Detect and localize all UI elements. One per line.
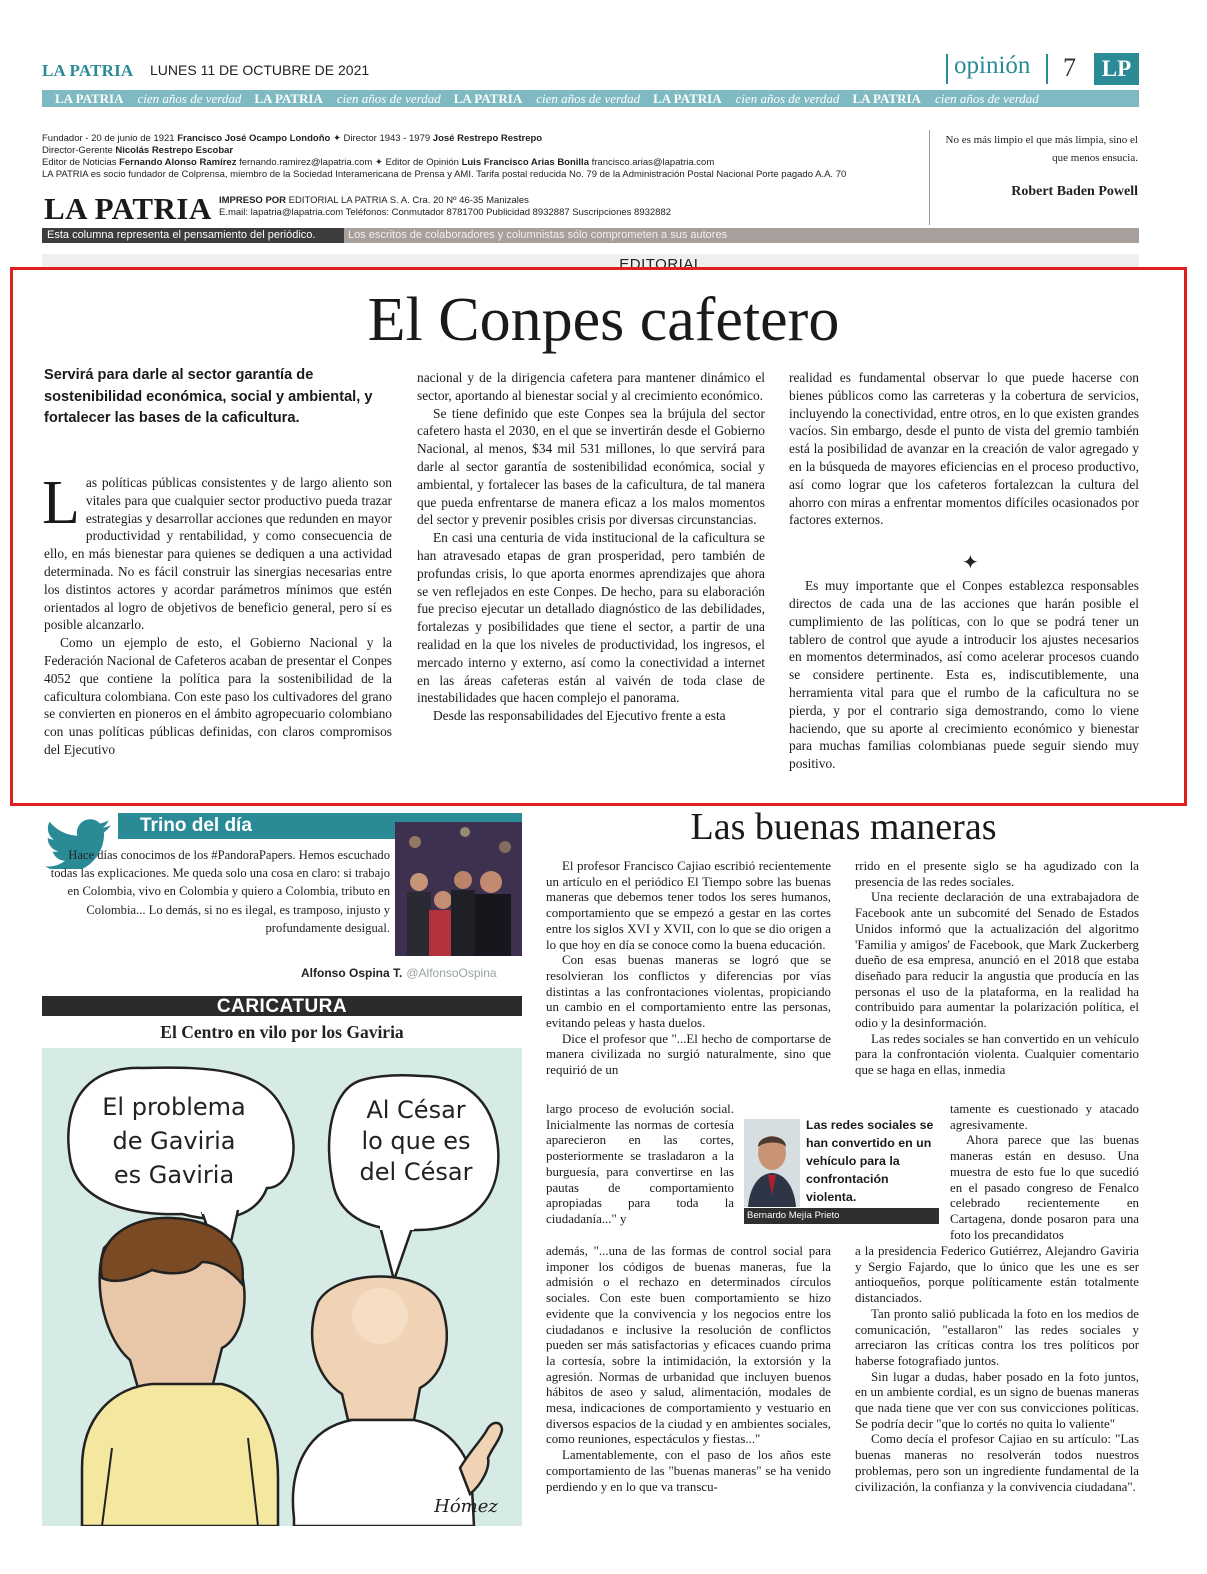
column-paragraph: Como decía el profesor Cajiao en su artículo: "Las buenas maneras no resolverán todos nuestros problemas, pero son un ingrediente fundamental de la civilización, la confianza y la convivencia ciudadana".	[855, 1432, 1139, 1494]
issue-date: LUNES 11 DE OCTUBRE DE 2021	[150, 62, 370, 78]
band-motto: cien años de verdad	[336, 91, 441, 106]
column-paragraph: Sin lugar a dudas, haber posado en la foto juntos, en un ambiente cordial, es un signo de buenas maneras que nada tiene que ver con sus convicciones políticas. Se podría decir "que lo cortés no quita lo valiente"	[855, 1369, 1139, 1431]
editorial-paragraph: En casi una centuria de vida institucional de la caficultura se han atravesado etapas de gran prosperidad, pero también de profundas crisis, lo que aporta enormes aprendizajes que ahora se ven reflejados en este Conpes. De hecho, para su elaboración fue preciso ejecutar un detallado diagnóstico de las debilidades, fortalezas y posibilidades que tiene el sector, a partir de una realidad en la que los niveles de productividad, los ingresos, el mercado interno y externo, así como la conectividad a internet en las áreas cafeteras están al vaivén de toda clase de inestabilidades que hacen complejo el panorama.	[417, 530, 765, 706]
band-name: LA PATRIA	[254, 91, 323, 106]
masthead-contact: E.mail: lapatria@lapatria.com Teléfonos: Conmutador 8781700 Publicidad 8932887 Suscripciones 8932882	[219, 207, 672, 218]
editorial-paragraph: realidad es fundamental observar lo que puede hacerse con bienes públicos como las carreteras y la cobertura de servicios, incluyendo la conectividad, entre otros, en lo que existen grandes vacíos. Sin embargo, desde el punto de vista del gremio también está la posibilidad de avanzar en la creación de valor agregado y en la búsqueda de mayores eficiencias en el proceso productivo, así como lograr que los cafeteros fortalezcan la cultura del ahorro con miras a enfrentar momentos difíciles ocasionados por factores externos.	[789, 370, 1139, 528]
band-motto: cien años de verdad	[536, 91, 641, 106]
brand-name: LA PATRIA	[42, 61, 134, 80]
trino-handle: @AlfonsoOspina	[406, 966, 497, 980]
quote-text: No es más limpio el que más limpia, sino el que menos ensucia.	[945, 134, 1138, 164]
highlight-frame	[10, 267, 1187, 806]
section-label	[946, 52, 1030, 84]
bubble-left-line-3: es Gaviria	[113, 1161, 235, 1189]
lp-logo: LP	[1094, 53, 1139, 85]
editorial-deck: Servirá para darle al sector garantía de sostenibilidad económica, social y ambiental, y fortalecer las bases de la caficultura.	[44, 367, 373, 426]
column-paragraph: Ahora parece que las buenas maneras están en desuso. Una muestra de esto fue lo que sucedió en el pasado congreso de Fenalco celebrado recientemente en Cartagena, donde posaron para una foto los precandidatos	[950, 1133, 1139, 1242]
trino-title: Trino del día	[140, 815, 252, 836]
column-body-1-narrow	[546, 1102, 734, 1228]
band-name: LA PATRIA	[852, 91, 921, 106]
editorial-paragraph: Como un ejemplo de esto, el Gobierno Nacional y la Federación Nacional de Cafeteros acaban de presentar el Conpes 4052 que contiene la política para la sostenibilidad de la caficultura colombiana. Con este paso los cultivadores del grano se convierten en pioneros en el ámbito agropecuario colombiano con unas políticas públicas definidas, con claros compromisos del Ejecutivo	[44, 635, 392, 757]
column-paragraph: además, "...una de las formas de control social para imponer los códigos de buenas maneras, fue la admisión o el rechazo en determinados círculos sociales. Con este buen comportamiento se hizo evidente que la convivencia y los negocios entre los ciudadanos e inclusive la resolución de conflictos pueden ser más satisfactorias y eficaces cuando prima la cortesía, sobre la intimidación, la extorsión y la agresión. Normas de urbanidad que incluyen buenos hábitos de aseo y salud, alimentación, modales de mesa, indicaciones de comportamiento y vestuario en diversos espacios de la ciudad y en ambientes sociales, como reuniones, espectáculos y fiestas..."	[546, 1244, 831, 1447]
bubble-left-line-2: de Gaviria	[112, 1127, 236, 1155]
quote-author: Robert Baden Powell	[1011, 184, 1138, 199]
band-name: LA PATRIA	[653, 91, 722, 106]
caricatura-title: El Centro en vilo por los Gaviria	[160, 1022, 404, 1042]
column-title: Las buenas maneras	[690, 806, 997, 848]
column-paragraph: tamente es cuestionado y atacado agresivamente.	[950, 1102, 1139, 1132]
section-name: opinión	[954, 52, 1031, 79]
drop-cap: L	[42, 469, 80, 537]
trino-author-photo	[395, 822, 522, 956]
caricatura-label: CARICATURA	[216, 996, 348, 1017]
disclaimer-columnists: Los escritos de colaboradores y columnistas sólo comprometen a sus autores	[348, 229, 728, 241]
column-paragraph: Lamentablemente, con el paso de los años este comportamiento de las "buenas maneras" se ha venido perdiendo y en lo que va transcu-	[546, 1448, 831, 1494]
column-body-2	[855, 859, 1139, 1079]
caricature-illustration	[42, 1048, 522, 1526]
editorial-paragraph: Desde las responsabilidades del Ejecutivo frente a esta	[433, 708, 726, 724]
band-name: LA PATRIA	[453, 91, 523, 106]
trino-text: Hace días conocimos de los #PandoraPapers. Hemos escuchado todas las explicaciones. Me queda solo una cosa en claro: si trabajo en Colombia, vivo en Colombia y quiero a Colombia, tributo en Colombia... Lo demás, si no es ilegal, es tramposo, injusto y profundamente desigual.	[50, 848, 390, 935]
band-name: LA PATRIA	[55, 91, 124, 106]
masthead-director: Director-Gerente Nicolás Restrepo Escobar	[42, 145, 234, 156]
column-paragraph: Una reciente declaración de una extrabajadora de Facebook ante un subcomité del Senado de Estados Unidos informó que la actualización del algoritmo 'Familia y amigos' de Facebook, que Mark Zuckerberg dueño de esa empresa, anunció en el 2018 que estaba diseñado para reducir la angustia que producía en las personas el uso de la plataforma, en la realidad ha contribuido para aumentar la polarización política, el odio y la desinformación.	[855, 890, 1139, 1031]
column-paragraph: largo proceso de evolución social. Inicialmente las normas de cortesía aparecieron en las cortes, posteriormente se trasladaron a la burguesía, para convertirse en las pautas de comportamiento apropiadas para toda la ciudadanía..." y	[546, 1102, 734, 1226]
author-photo	[744, 1119, 800, 1207]
masthead-logo: LA PATRIA	[44, 191, 212, 226]
column-paragraph: Dice el profesor que "...El hecho de comportarse de manera civilizada no surgió naturalmente, sino que requirió de un	[546, 1031, 831, 1078]
cartoonist-signature: Hómez	[434, 1496, 498, 1517]
trino-author	[301, 966, 497, 980]
editorial-title: El Conpes cafetero	[367, 286, 840, 354]
trino-author-name: Alfonso Ospina T.	[301, 966, 403, 980]
band-motto: cien años de verdad	[735, 91, 840, 106]
star-separator: ✦	[962, 552, 979, 574]
column-body-2-lower	[855, 1244, 1139, 1495]
bubble-right-line-1: Al César	[366, 1096, 466, 1124]
editorial-paragraph: nacional y de la dirigencia cafetera para mantener dinámico el sector, aportando al bienestar social y al crecimiento económico.	[417, 370, 765, 403]
band-motto: cien años de verdad	[137, 91, 242, 106]
column-paragraph: a la presidencia Federico Gutiérrez, Alejandro Gaviria y Sergio Fajardo, que lo único que les une es ser antioqueños, porque políticamente están totalmente distanciados.	[855, 1244, 1139, 1306]
column-body-1	[546, 859, 831, 1079]
bubble-right-line-2: lo que es	[361, 1127, 471, 1155]
author-caption: Bernardo Mejía Prieto	[744, 1208, 939, 1224]
column-body-2-narrow	[950, 1102, 1139, 1243]
page-number: 7	[1063, 53, 1076, 82]
column-paragraph: rrido en el presente siglo se ha agudizado con la presencia de las redes sociales.	[855, 859, 1139, 889]
editorial-label: EDITORIAL	[619, 256, 703, 268]
masthead-editors: Editor de Noticias Fernando Alonso Ramírez fernando.ramirez@lapatria.com ✦ Editor de Opinión Luis Francisco Arias Bonilla francisco.arias@lapatria.com	[42, 157, 715, 168]
editorial-paragraph: Se tiene definido que este Conpes sea la brújula del sector cafetero hasta el 2030, en el que se invertirán desde el Gobierno Nacional, al menos, $34 mil 531 millones, lo que servirá para darle al sector garantía de sostenibilidad económica, social y ambiental, y fortalecer las bases de la caficultura, de tal manera que pueda enfrentarse de manera eficaz a los malos momentos del sector y prevenir posibles crisis por diversas circunstancias.	[417, 405, 765, 528]
editorial-paragraph: as políticas públicas consistentes y de largo aliento son vitales para que cualquier sector productivo pueda trazar estrategias y desarrollar acciones que redunden en mayor productividad y rentabilidad, y como consecuencia de ello, en más bienestar para quienes se dediquen a una actividad determinada. No es fácil construir las sinergias necesarias entre los distintos actores y acordar parámetros mínimos que estén orientados al logro de objetivos de beneficio general, pero sí es posible alcanzarlo.	[44, 475, 392, 633]
pull-quote: Las redes sociales se han convertido en un vehículo para la confrontación violenta.	[806, 1118, 934, 1204]
column-paragraph: Con esas buenas maneras se logró que se resolvieran los conflictos y diferencias por vías distintas a las confrontaciones violentas, propiciando un cambio en el comportamiento entre las personas, evitando peleas y hasta duelos.	[546, 953, 831, 1031]
bubble-left-line-1: El problema	[102, 1093, 246, 1121]
disclaimer-editorial: Esta columna representa el pensamiento del periódico.	[42, 228, 344, 243]
column-paragraph: Las redes sociales se han convertido en un vehículo para la confrontación violenta. Cualquier comentario que se haga en ellas, inmedia	[855, 1031, 1139, 1078]
bubble-right-line-3: del César	[359, 1158, 473, 1186]
column-paragraph: Tan pronto salió publicada la foto en los medios de comunicación, "estallaron" las redes sociales y arreciaron las críticas contra los tres políticos por haberse fotografiado juntos.	[855, 1306, 1139, 1368]
tagline-band	[42, 90, 1139, 107]
divider	[929, 130, 930, 225]
column-body-1-lower	[546, 1244, 831, 1495]
masthead-printer: IMPRESO POR EDITORIAL LA PATRIA S. A. Cra. 20 Nº 46-35 Manizales	[219, 195, 529, 206]
masthead-founders: Fundador - 20 de junio de 1921 Francisco José Ocampo Londoño ✦ Director 1943 - 1979 José Restrepo Restrepo	[42, 133, 543, 144]
editorial-paragraph: Es muy importante que el Conpes establezca responsables directos de cada una de las acciones que harán posible el cumplimiento de las políticas, con lo que se podrá tener un tablero de control que ayude a introducir los ajustes necesarios en momentos determinados, así como acelerar procesos cuando se considere pertinente. Esta es, indiscutiblemente, una herramienta vital para que el rumbo de la caficultura no se pierda, y por el contrario siga demostrando, como lo viene haciendo, que su aporte al crecimiento económico y bienestar para muchas familias colombianas puede seguir siendo muy positivo.	[789, 578, 1139, 772]
column-paragraph: El profesor Francisco Cajiao escribió recientemente un artículo en el periódico El Tiempo sobre las buenas maneras que debemos tener todos los seres humanos, comportamiento que se empezó a gestar en las cortes entre los siglos XVI y XVII, con lo que se dio origen a lo que hoy en día se conoce como la buena educación.	[546, 859, 831, 952]
band-motto: cien años de verdad	[934, 91, 1039, 106]
masthead-membership: LA PATRIA es socio fundador de Colprensa, miembro de la Sociedad Interamericana de Prensa y AMI. Tarifa postal reducida No. 79 de la Administración Postal Nacional Porte pagado A.A. 70	[42, 169, 847, 180]
